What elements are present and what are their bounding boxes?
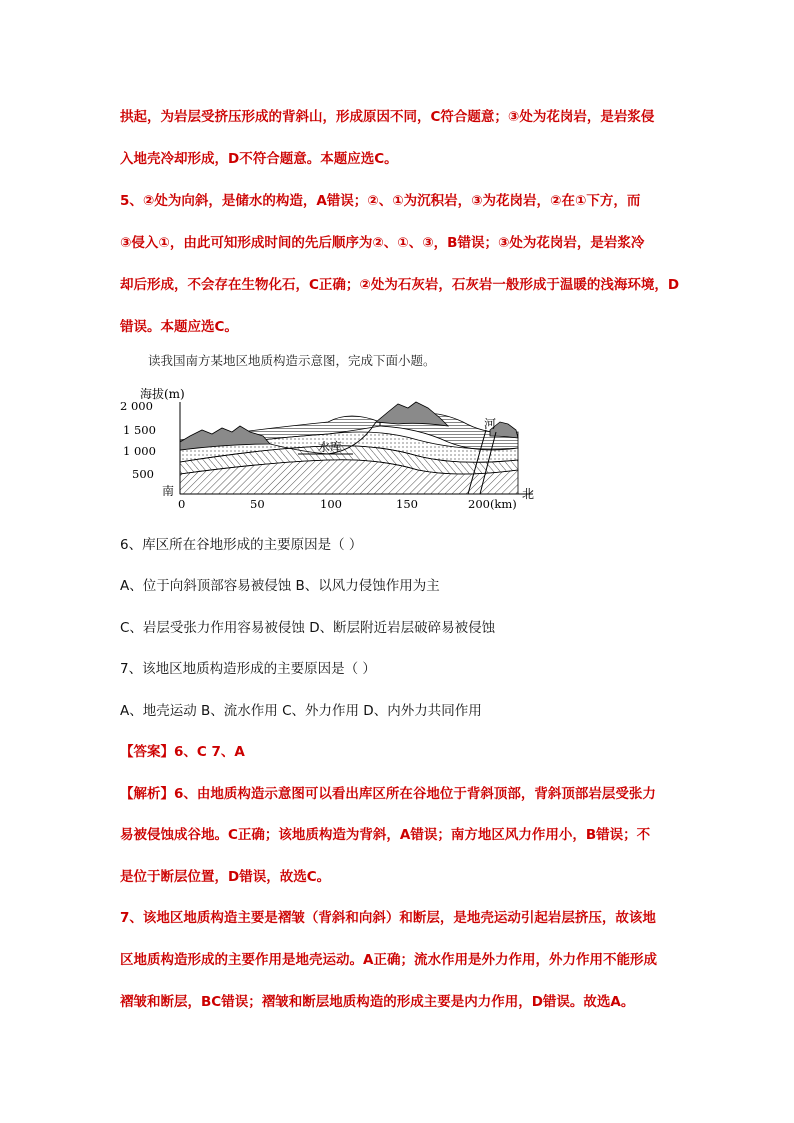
y-axis-label: 海拔(m): [140, 387, 185, 401]
analysis-line-2: 易被侵蚀成谷地。C正确；该地质构造为背斜，A错误；南方地区风力作用小，B错误；不: [120, 827, 651, 843]
y-tick-1000: 1 000: [123, 444, 156, 458]
x-tick-200: 200(km): [468, 497, 517, 511]
analysis-line-6: 褶皱和断层，BC错误；褶皱和断层地质构造的形成主要是内力作用，D错误。故选A。: [120, 994, 635, 1010]
label-north: 北: [522, 487, 535, 501]
q5-analysis-line-1: 5、②处为向斜，是储水的构造，A错误；②、①为沉积岩，③为花岗岩，②在①下方，而: [120, 193, 641, 209]
q7-options: A、地壳运动 B、流水作用 C、外力作用 D、内外力共同作用: [120, 703, 482, 719]
q7-stem: 7、该地区地质构造形成的主要原因是（ ）: [120, 661, 376, 677]
q5-analysis-line-3: 却后形成，不会存在生物化石，C正确；②处为石灰岩，石灰岩一般形成于温暖的浅海环境，D: [120, 277, 680, 293]
analysis-line-1: 【解析】6、由地质构造示意图可以看出库区所在谷地位于背斜顶部，背斜顶部岩层受张力: [120, 786, 656, 802]
analysis-line-4: 7、该地区地质构造主要是褶皱（背斜和向斜）和断层，是地壳运动引起岩层挤压，故该地: [120, 910, 656, 926]
x-tick-100: 100: [320, 497, 342, 511]
geology-cross-section-diagram: [118, 382, 548, 512]
q5-analysis-line-4: 错误。本题应选C。: [120, 319, 238, 335]
label-river: 河: [484, 417, 497, 431]
label-reservoir: 水库: [318, 440, 343, 454]
analysis-line-5: 区地质构造形成的主要作用是地壳运动。A正确；流水作用是外力作用，外力作用不能形成: [120, 952, 657, 968]
label-south: 南: [162, 484, 175, 498]
x-tick-50: 50: [250, 497, 265, 511]
x-tick-0: 0: [178, 497, 186, 511]
q5-analysis-line-2: ③侵入①，由此可知形成时间的先后顺序为②、①、③，B错误；③处为花岗岩，是岩浆冷: [120, 235, 645, 251]
y-tick-1500: 1 500: [123, 423, 156, 437]
answer-line: 【答案】6、C 7、A: [120, 744, 245, 760]
intro-text: 读我国南方某地区地质构造示意图，完成下面小题。: [148, 353, 436, 368]
prev-analysis-line-2: 入地壳冷却形成，D不符合题意。本题应选C。: [120, 151, 398, 167]
analysis-line-3: 是位于断层位置，D错误，故选C。: [120, 869, 331, 885]
q6-stem: 6、库区所在谷地形成的主要原因是（ ）: [120, 537, 363, 553]
y-tick-500: 500: [132, 467, 154, 481]
x-tick-150: 150: [396, 497, 418, 511]
y-tick-2000: 2 000: [120, 399, 153, 413]
q6-options-ab: A、位于向斜顶部容易被侵蚀 B、以风力侵蚀作用为主: [120, 578, 440, 594]
q6-options-cd: C、岩层受张力作用容易被侵蚀 D、断层附近岩层破碎易被侵蚀: [120, 620, 496, 636]
prev-analysis-line-1: 拱起，为岩层受挤压形成的背斜山，形成原因不同，C符合题意；③处为花岗岩，是岩浆侵: [120, 109, 655, 125]
